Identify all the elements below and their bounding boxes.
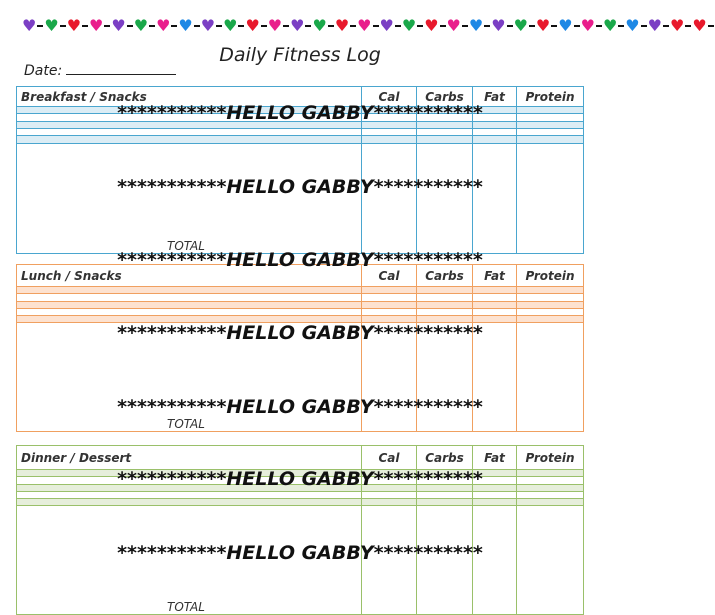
heart-icon: ♥ [558,18,580,34]
table-row[interactable] [17,308,584,315]
heart-icon: ♥ [491,18,513,34]
table-row[interactable] [17,499,584,506]
heart-icon: ♥ [312,18,334,34]
heart-icon: ♥ [402,18,424,34]
fat-header: Fat [473,265,517,287]
total-label: TOTAL [17,323,362,432]
heart-icon: ♥ [536,18,558,34]
dinner-header: Dinner / Dessert [17,446,362,470]
heart-icon: ♥ [648,18,670,34]
fat-header: Fat [473,446,517,470]
table-row[interactable] [17,301,584,308]
date-line[interactable] [66,62,176,75]
watermark-text: ***********HELLO GABBY*********** [117,176,483,198]
heart-icon: ♥ [290,18,312,34]
table-row[interactable] [17,129,584,136]
total-label: TOTAL [17,506,362,615]
watermark-text: ***********HELLO GABBY*********** [117,542,483,564]
heart-icon: ♥ [424,18,446,34]
watermark-text: ***********HELLO GABBY*********** [117,396,483,418]
heart-icon: ♥ [67,18,89,34]
heart-icon: ♥ [670,18,692,34]
heart-icon: ♥ [44,18,66,34]
carbs-header: Carbs [417,87,473,107]
carbs-header: Carbs [417,265,473,287]
table-row[interactable] [17,491,584,498]
heart-icon: ♥ [603,18,625,34]
heart-icon: ♥ [22,18,44,34]
carbs-header: Carbs [417,446,473,470]
heart-icon: ♥ [156,18,178,34]
heart-border [22,14,707,38]
protein-header: Protein [517,446,584,470]
heart-icon: ♥ [447,18,469,34]
cal-header: Cal [362,446,417,470]
cal-header: Cal [362,265,417,287]
heart-icon: ♥ [581,18,603,34]
heart-icon: ♥ [692,18,714,34]
heart-icon: ♥ [89,18,111,34]
table-row[interactable] [17,136,584,143]
heart-icon: ♥ [380,18,402,34]
heart-icon: ♥ [178,18,200,34]
cal-header: Cal [362,87,417,107]
watermark-text: ***********HELLO GABBY*********** [117,322,483,344]
heart-icon: ♥ [625,18,647,34]
total-label: TOTAL [17,143,362,253]
fat-header: Fat [473,87,517,107]
heart-icon: ♥ [201,18,223,34]
table-row[interactable] [17,294,584,301]
protein-header: Protein [517,265,584,287]
watermark-text: ***********HELLO GABBY*********** [117,249,483,271]
heart-icon: ♥ [268,18,290,34]
heart-icon: ♥ [514,18,536,34]
heart-icon: ♥ [335,18,357,34]
watermark-text: ***********HELLO GABBY*********** [117,102,483,124]
table-row[interactable] [17,287,584,294]
heart-icon: ♥ [357,18,379,34]
page-title: Daily Fitness Log [219,44,381,66]
lunch-header: Lunch / Snacks [17,265,362,287]
heart-icon: ♥ [223,18,245,34]
protein-header: Protein [517,87,584,107]
heart-icon: ♥ [245,18,267,34]
total-row[interactable] [17,143,584,253]
watermark-text: ***********HELLO GABBY*********** [117,468,483,490]
heart-icon: ♥ [469,18,491,34]
heart-icon: ♥ [111,18,133,34]
heart-icon: ♥ [134,18,156,34]
date-field [24,62,176,79]
breakfast-header: Breakfast / Snacks [17,87,362,107]
date-label: Date: [24,63,63,79]
